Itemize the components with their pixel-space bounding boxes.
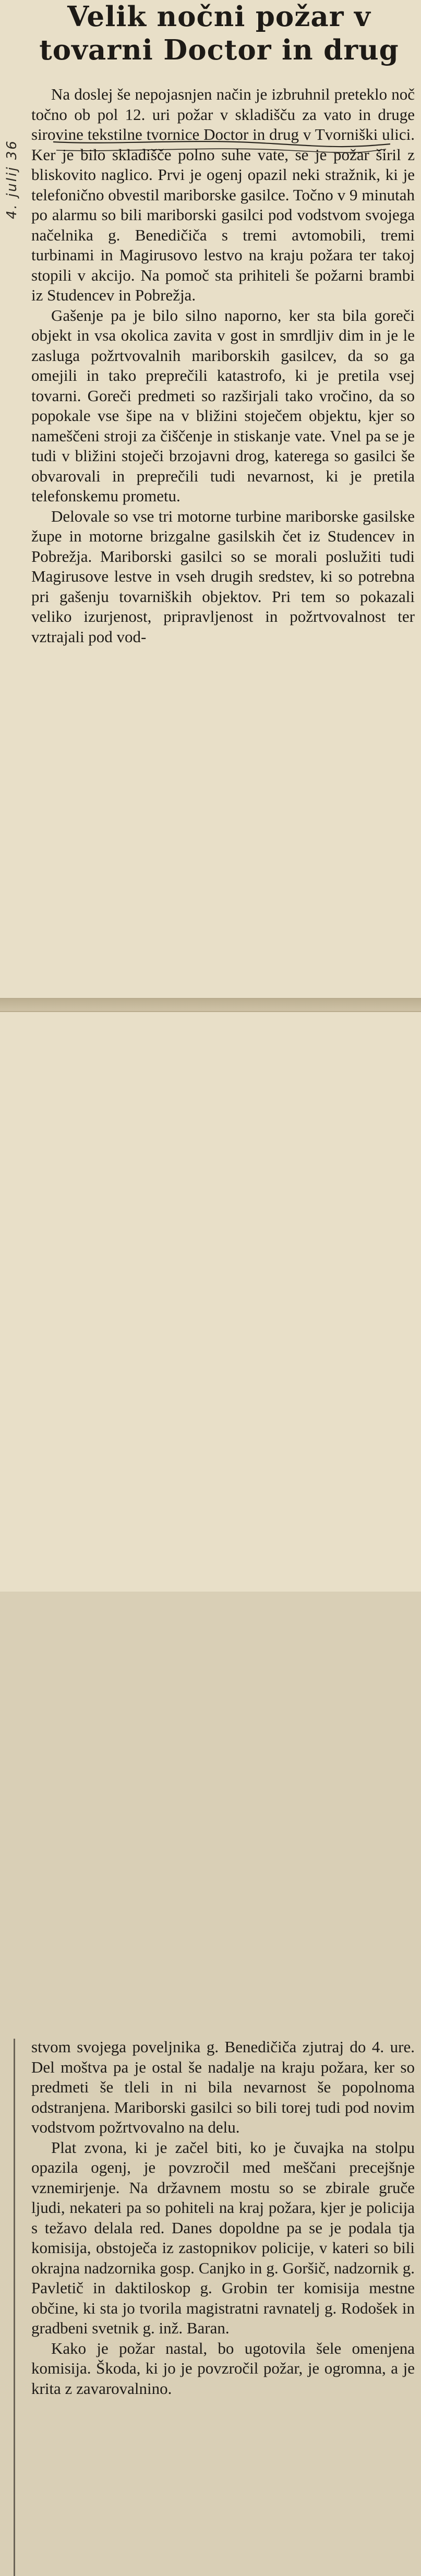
headline-line-1: Velik nočni požar v [67, 1, 371, 33]
paragraph-2: Gašenje pa je bilo silno naporno, ker sta bila goreči objekt in vsa okolica zavita v gost in smrdljiv dim in je le zasluga požrtvovalnih mariborskih gasilcev, da so ga omejili in tako preprečili katastrofo, ki je pretila vsej tovarni. Goreči predmeti so razširjali tako vročino, da so popokale vse šipe na v bližini stoječem objektu, kjer so nameščeni stroji za čiščenje in stiskanje vate. Vnel pa se je tudi v bližini stoječi brzojavni drog, katerega so gasilci še obvarovali in preprečili tudi nevarnost, ki je pretila telefonskemu prometu. [31, 306, 415, 505]
headline-line-2: tovarni Doctor in drug [39, 34, 399, 66]
paragraph-5: Kako je požar nastal, bo ugotovila šele omenjena komisija. Škoda, ki jo je povzročil požar, je ogromna, a je krita z zavarovalnino. [31, 2339, 415, 2398]
article-body-bottom [31, 2037, 415, 2399]
paragraph-1: Na doslej še nepojasnjen način je izbruhnil preteklo noč točno ob pol 12. uri požar v skladišču za vato in druge sirovine tekstilne tvornice Doctor in drug v Tvorniški ulici. Ker je bilo skladišče polno suhe vate, se je požar širil z bliskovito naglico. Prvi je ogenj opazil neki stražnik, ki je telefonično obvestil mariborske gasilce. Točno v 9 minutah po alarmu so bili mariborski gasilci pod vodstvom svojega načelnika g. Benedičiča s tremi avtomobili, tremi turbinami in Magirusovo lestvo na kraju požara ter takoj stopili v akcijo. Na pomoč sta prihiteli še požarni brambi iz Studencev in Pobrežja. [31, 85, 415, 304]
article-body-top [31, 85, 415, 647]
margin-pencil-line [14, 2039, 15, 2576]
continuation-paragraph: stvom svojega poveljnika g. Benedičiča zjutraj do 4. ure. Del moštva pa je ostal še nadalje na kraju požara, ker so predmeti še tleli in ni bila nevarnost še popolnoma odstranjena. Mariborski gasilci so bili torej tudi pod novim vodstvom požrtvovalno na delu. [31, 2038, 415, 2136]
clipping-top-section [0, 0, 421, 999]
paragraph-3: Delovale so vse tri motorne turbine mariborske gasilske župe in motorne brizgalne gasilskih čet iz Studencev in Pobrežja. Mariborski gasilci so se morali poslužiti tudi Magirusove lestve in vseh drugih sredstev, ki so potrebna pri gašenju tovarniških objektov. Pri tem so pokazali veliko izurjenost, pripravljenost in požrtvovalnost ter vztrajali pod vod- [31, 507, 415, 646]
clipping-gap [0, 999, 421, 1012]
paragraph-4: Plat zvona, ki je začel biti, ko je čuvajka na stolpu opazila ogenj, je povzročil med meščani precejšnje vznemirjenje. Na državnem mostu so se zbirale gruče ljudi, nekateri pa so pohiteli na kraj požara, kjer je policija s težavo delala red. Danes dopoldne pa se je podala tja komisija, obstoječa iz zastopnikov policije, v kateri so bili okrajna nadzornika gosp. Canjko in g. Goršič, nadzornik g. Pavletič in daktiloskop g. Grobin ter komisija mestne občine, ki sta jo tvorila magistratni ravnatelj g. Rodošek in gradbeni svetnik g. inž. Baran. [31, 2138, 415, 2337]
article-headline [21, 0, 417, 67]
handwritten-margin-note: 4. julij 36 [4, 139, 20, 219]
clipping-bottom-section [0, 1011, 421, 2398]
